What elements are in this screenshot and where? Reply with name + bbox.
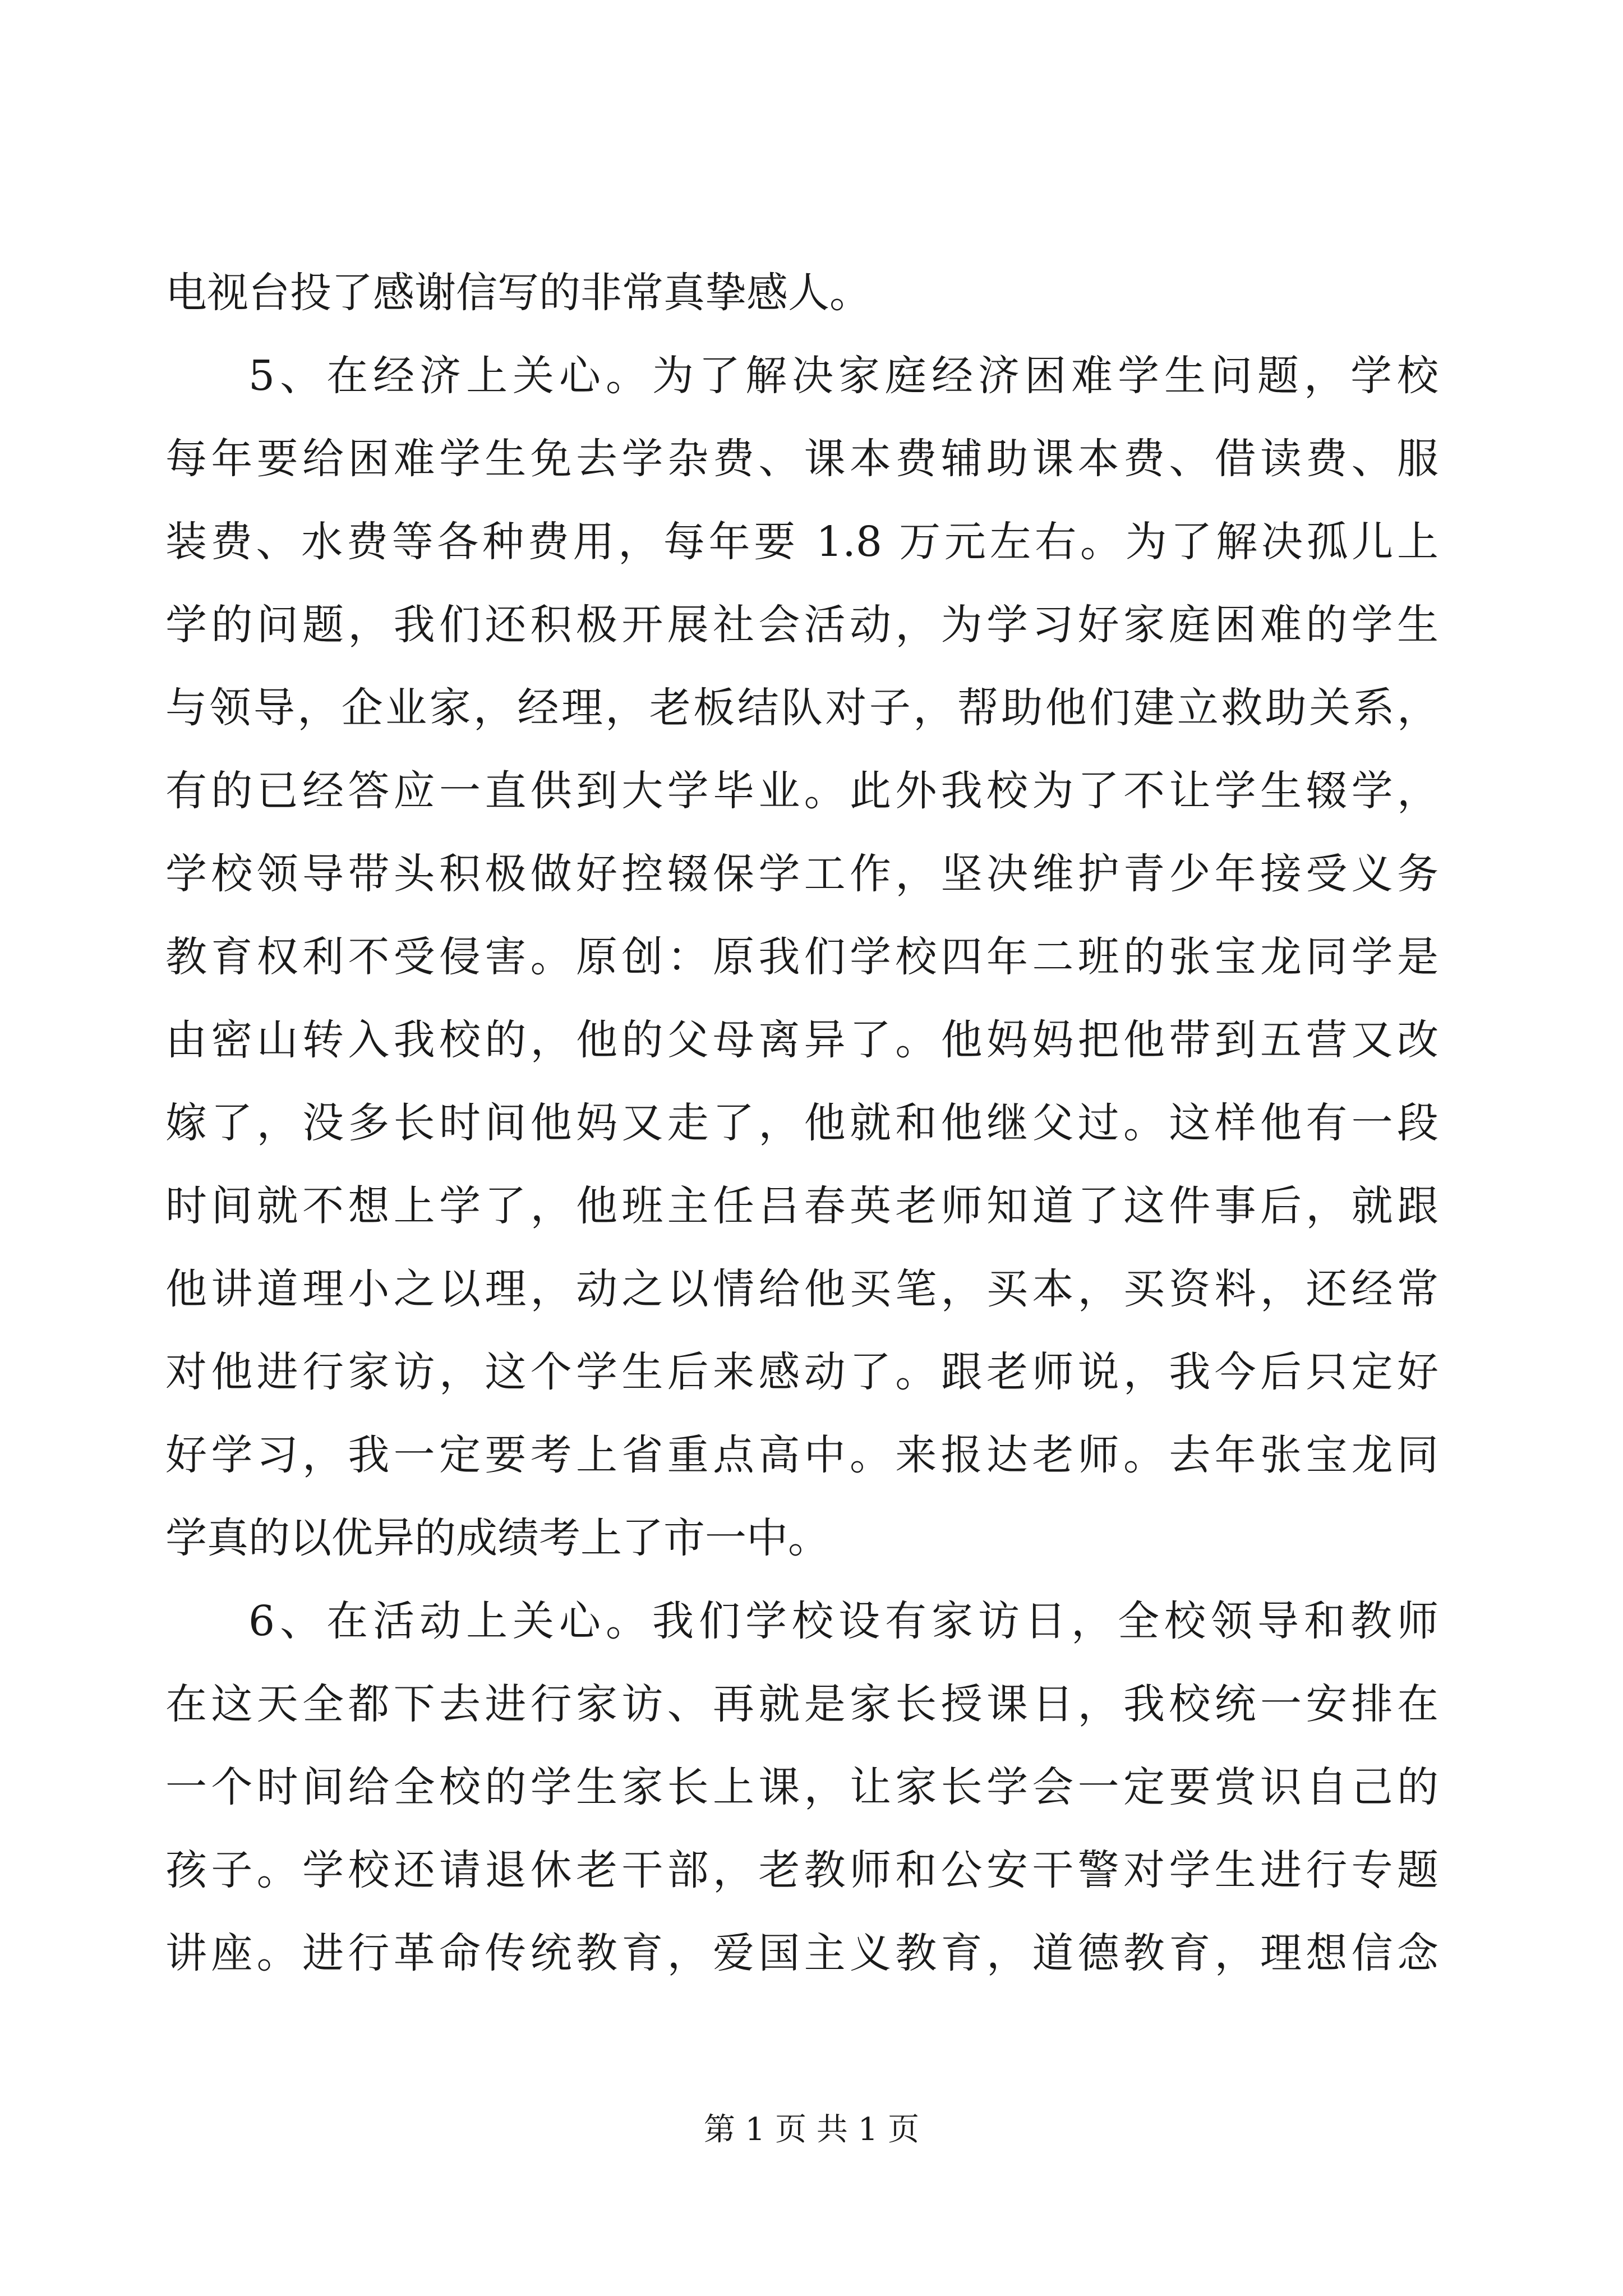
text-line: 时间就不想上学了，他班主任吕春英老师知道了这件事后，就跟 bbox=[165, 1182, 1438, 1230]
paragraph-5-first-line: 5、在经济上关心。为了解决家庭经济困难学生问题，学校 bbox=[248, 352, 1438, 400]
text-line: 孩子。学校还请退休老干部，老教师和公安干警对学生进行专题 bbox=[165, 1846, 1438, 1894]
text-line: 他讲道理小之以理，动之以情给他买笔，买本，买资料，还经常 bbox=[165, 1265, 1438, 1313]
paragraph-6-first-line: 6、在活动上关心。我们学校设有家访日，全校领导和教师 bbox=[248, 1597, 1438, 1645]
text-line: 学校领导带头积极做好控辍保学工作，坚决维护青少年接受义务 bbox=[165, 850, 1438, 898]
text-line: 好学习，我一定要考上省重点高中。来报达老师。去年张宝龙同 bbox=[165, 1431, 1438, 1479]
text-line: 与领导，企业家，经理，老板结队对子，帮助他们建立救助关系， bbox=[165, 684, 1438, 732]
page-number-footer: 第 1 页 共 1 页 bbox=[703, 2111, 920, 2148]
text-line: 学真的以优异的成绩考上了市一中。 bbox=[165, 1514, 829, 1562]
text-line: 在这天全都下去进行家访、再就是家长授课日，我校统一安排在 bbox=[165, 1680, 1438, 1728]
text-line: 有的已经答应一直供到大学毕业。此外我校为了不让学生辍学， bbox=[165, 767, 1438, 815]
text-line: 嫁了，没多长时间他妈又走了，他就和他继父过。这样他有一段 bbox=[165, 1099, 1438, 1147]
text-line: 对他进行家访，这个学生后来感动了。跟老师说，我今后只定好 bbox=[165, 1348, 1438, 1396]
text-line: 学的问题，我们还积极开展社会活动，为学习好家庭困难的学生 bbox=[165, 601, 1438, 649]
document-body bbox=[165, 251, 1438, 1995]
text-line: 每年要给困难学生免去学杂费、课本费辅助课本费、借读费、服 bbox=[165, 435, 1438, 483]
text-line: 一个时间给全校的学生家长上课，让家长学会一定要赏识自己的 bbox=[165, 1763, 1438, 1811]
text-line: 装费、水费等各种费用，每年要 1.8 万元左右。为了解决孤儿上 bbox=[165, 518, 1438, 566]
text-line: 讲座。进行革命传统教育，爱国主义教育，道德教育，理想信念 bbox=[165, 1929, 1438, 1977]
text-line: 教育权利不受侵害。原创：原我们学校四年二班的张宝龙同学是 bbox=[165, 933, 1438, 981]
text-line: 由密山转入我校的，他的父母离异了。他妈妈把他带到五营又改 bbox=[165, 1016, 1438, 1064]
text-line: 电视台投了感谢信写的非常真挚感人。 bbox=[165, 269, 871, 317]
